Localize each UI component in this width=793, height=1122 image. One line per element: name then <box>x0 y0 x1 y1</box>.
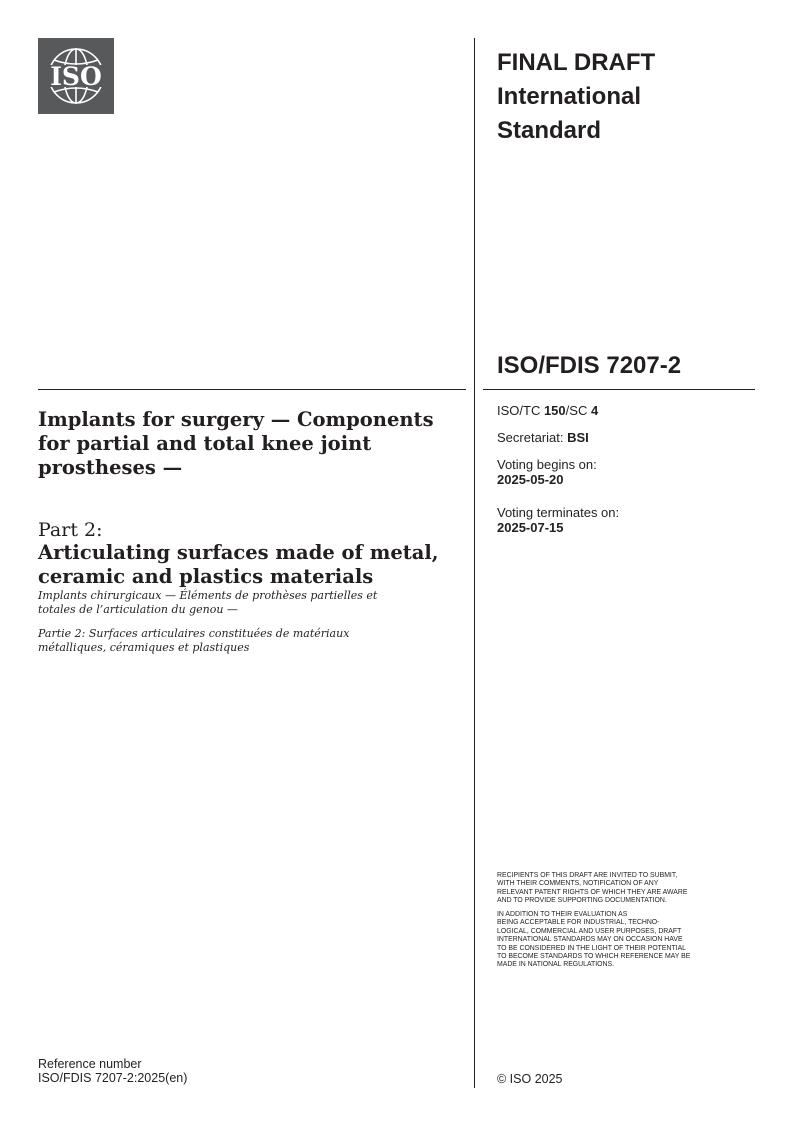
voting-begins-label: Voting begins on: <box>497 457 597 472</box>
secretariat-value: BSI <box>567 430 589 445</box>
status-line: International <box>497 83 642 110</box>
notice-line: WITH THEIR COMMENTS, NOTIFICATION OF ANY <box>497 880 659 888</box>
french-part-title <box>38 627 438 655</box>
notice-line: BEING ACCEPTABLE FOR INDUSTRIAL, TECHNO- <box>497 919 660 927</box>
voting-begins <box>497 457 597 487</box>
iso-globe-icon <box>38 38 114 114</box>
reference-number <box>38 1058 187 1085</box>
notice-line: TO BE CONSIDERED IN THE LIGHT OF THEIR POTENTIAL <box>497 944 687 952</box>
copyright: © ISO 2025 <box>497 1072 563 1086</box>
part-label: Part 2: <box>38 519 103 541</box>
title-line: Implants for surgery — Components <box>38 408 434 431</box>
french-part-line: Partie 2: Surfaces articulaires constituées de matériaux <box>38 627 350 640</box>
title-line: prostheses — <box>38 456 183 479</box>
notice-line: RECIPIENTS OF THIS DRAFT ARE INVITED TO SUBMIT, <box>497 872 678 879</box>
reference-label: Reference number <box>38 1057 142 1071</box>
status-line: FINAL DRAFT <box>497 49 656 76</box>
voting-begins-date: 2025-05-20 <box>497 472 564 487</box>
evaluation-notice <box>497 911 757 970</box>
notice-line: MADE IN NATIONAL REGULATIONS. <box>497 961 615 969</box>
sc-prefix: /SC <box>565 403 591 418</box>
patent-notice <box>497 872 757 906</box>
draft-status-heading <box>497 46 757 148</box>
tc-prefix: ISO/TC <box>497 403 544 418</box>
notice-line: LOGICAL, COMMERCIAL AND USER PURPOSES, DRAFT <box>497 927 682 935</box>
tc-number: 150 <box>543 403 566 418</box>
voting-terminates-date: 2025-07-15 <box>497 520 564 535</box>
english-part-title <box>38 541 458 589</box>
sc-number: 4 <box>590 403 599 418</box>
iso-logo <box>38 38 114 114</box>
title-rule-right <box>483 389 755 390</box>
iso-logo-text: ISO <box>50 62 102 91</box>
french-main-title <box>38 589 438 617</box>
secretariat-label: Secretariat: <box>497 430 568 445</box>
voting-terminates-label: Voting terminates on: <box>497 505 620 520</box>
french-title-line: Implants chirurgicaux — Éléments de prothèses partielles et <box>38 589 378 602</box>
notice-line: RELEVANT PATENT RIGHTS OF WHICH THEY ARE AWARE <box>497 888 688 896</box>
technical-committee <box>497 403 598 418</box>
document-number: ISO/FDIS 7207-2 <box>497 352 682 379</box>
notice-line: AND TO PROVIDE SUPPORTING DOCUMENTATION. <box>497 897 667 905</box>
status-line: Standard <box>497 117 602 144</box>
title-line: for partial and total knee joint <box>38 432 372 455</box>
notice-line: TO BECOME STANDARDS TO WHICH REFERENCE MAY BE <box>497 953 691 961</box>
notice-line: INTERNATIONAL STANDARDS MAY ON OCCASION HAVE <box>497 936 683 944</box>
part-title-line: ceramic and plastics materials <box>38 565 374 588</box>
voting-terminates <box>497 505 619 535</box>
part-title-line: Articulating surfaces made of metal, <box>38 541 439 564</box>
secretariat <box>497 430 589 445</box>
column-divider <box>474 38 475 1088</box>
reference-value: ISO/FDIS 7207-2:2025(en) <box>38 1070 188 1085</box>
english-main-title <box>38 408 458 480</box>
title-rule-left <box>38 389 466 390</box>
french-part-line: métalliques, céramiques et plastiques <box>38 641 250 654</box>
french-title-line: totales de l’articulation du genou — <box>38 603 238 616</box>
notice-line: IN ADDITION TO THEIR EVALUATION AS <box>497 911 628 918</box>
